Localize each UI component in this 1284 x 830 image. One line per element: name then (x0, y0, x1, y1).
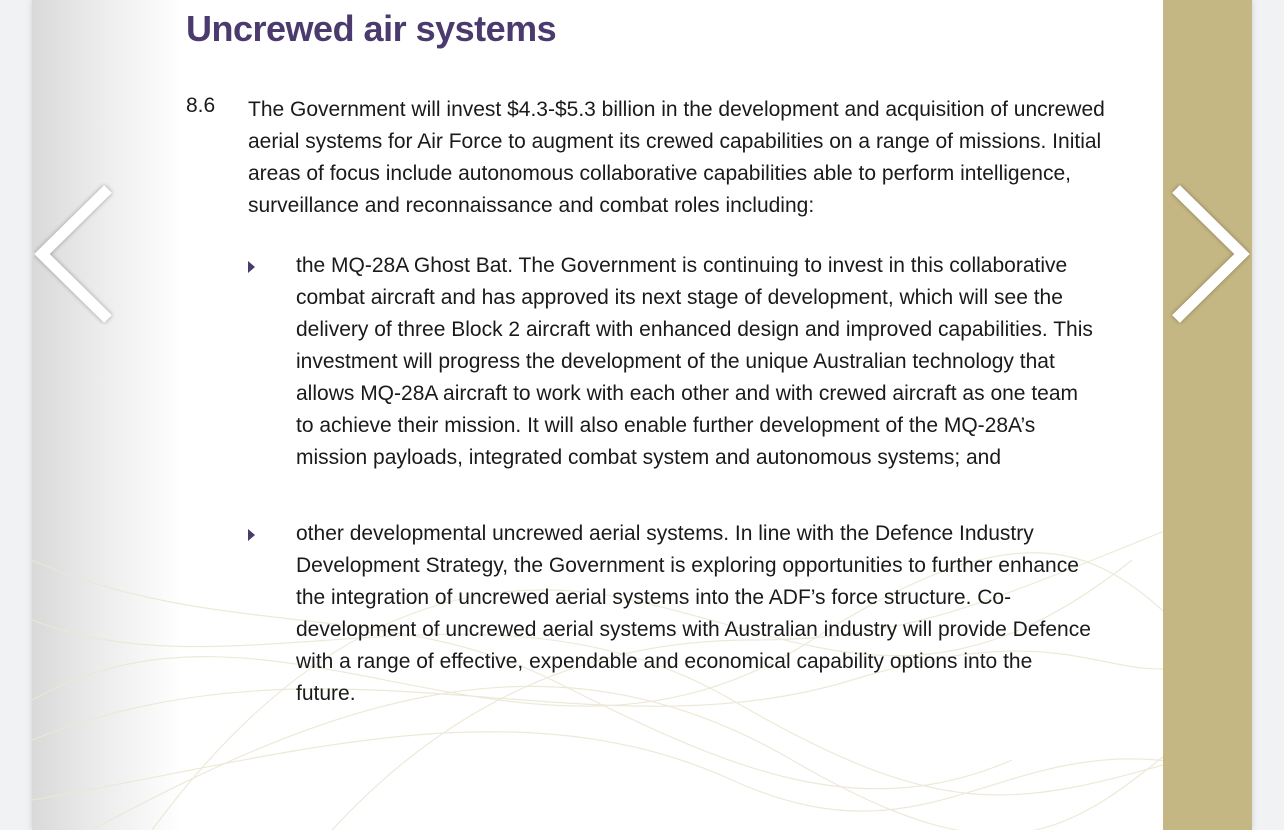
side-band (1163, 0, 1252, 830)
triangle-bullet-icon (248, 529, 255, 541)
triangle-bullet-icon (248, 261, 255, 273)
section-heading: Uncrewed air systems (186, 8, 557, 49)
paragraph-number: 8.6 (186, 94, 216, 117)
paragraph-text: The Government will invest $4.3-$5.3 billion in the development and acquisition of uncrewed aerial systems for Air Force to augment its crewed capabilities on a range of missions. Initial areas of focus include autonomous collaborative capabilities able to perform intelligence, surveillance and reconnaissance and combat roles including: (248, 98, 1105, 217)
next-page-button[interactable] (1168, 183, 1250, 325)
bullet-text: the MQ-28A Ghost Bat. The Government is continuing to invest in this collaborative combat aircraft and has approved its next stage of development, which will see the delivery of three Block 2 aircraft with enhanced design and improved capabilities. This investment will progress the development of the unique Australian technology that allows MQ-28A aircraft to work with each other and with crewed aircraft as one team to achieve their mission. It will also enable further development of the MQ-28A’s mission payloads, integrated combat system and autonomous systems; and (296, 254, 1093, 469)
chevron-left-icon (34, 183, 116, 325)
previous-page-button[interactable] (34, 183, 116, 325)
chevron-right-icon (1168, 183, 1250, 325)
document-page (32, 0, 1252, 830)
bullet-text: other developmental uncrewed aerial systems. In line with the Defence Industry Development Strategy, the Government is exploring opportunities to further enhance the integration of uncrewed aerial systems into the ADF’s force structure. Co-development of uncrewed aerial systems with Australian industry will provide Defence with a range of effective, expendable and economical capability options into the future. (296, 522, 1091, 705)
